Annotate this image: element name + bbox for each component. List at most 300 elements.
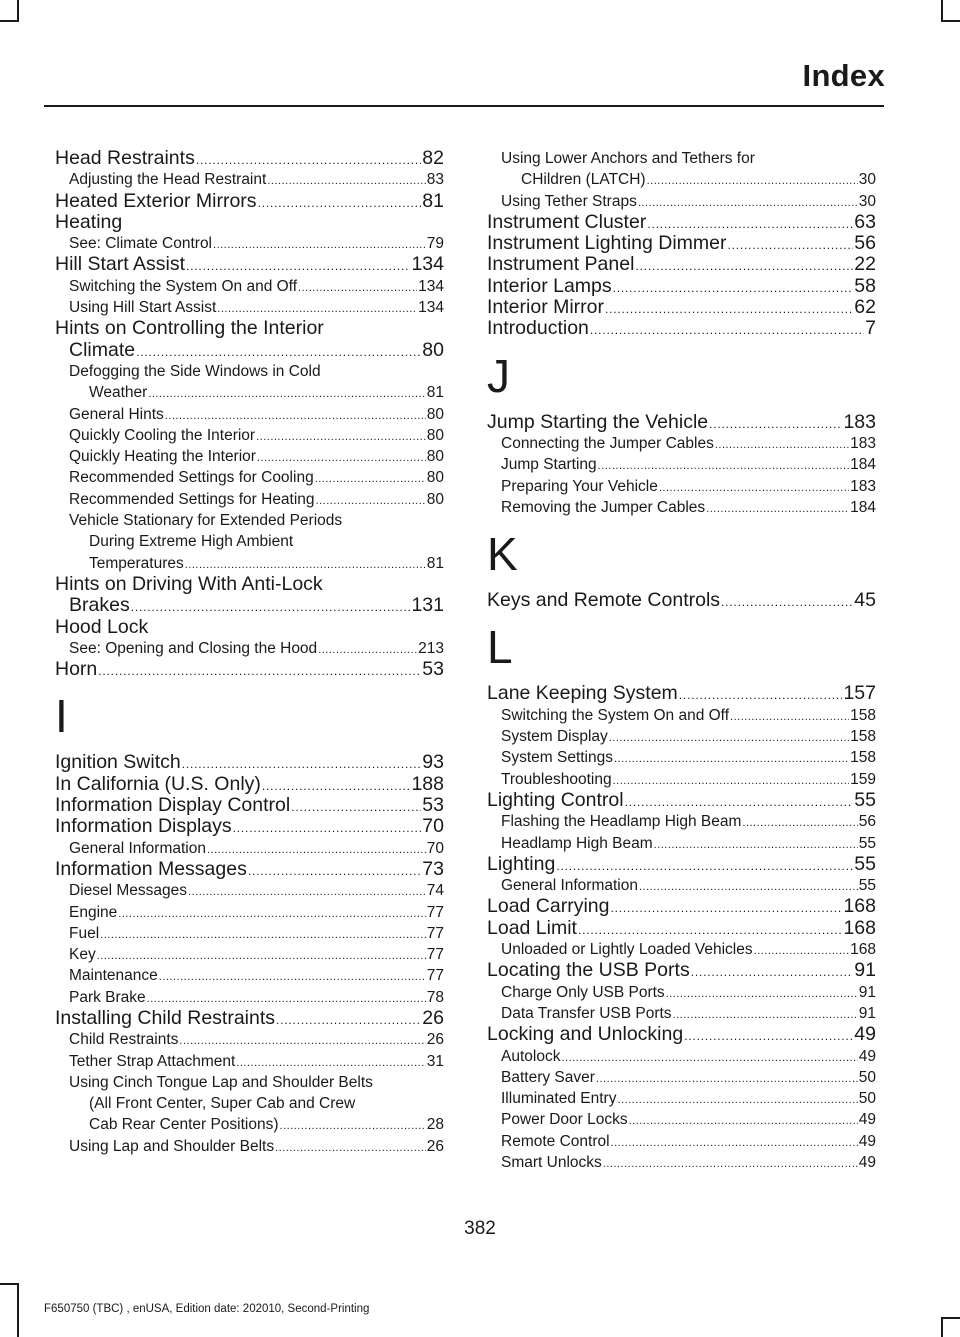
entry-term: Data Transfer USB Ports [501, 1004, 672, 1022]
entry-term: Heated Exterior Mirrors [55, 189, 257, 212]
dot-leader [118, 909, 425, 920]
index-entry[interactable] [487, 896, 876, 917]
entry-term: Using Tether Straps [501, 192, 637, 210]
index-entry[interactable] [55, 1029, 444, 1050]
entry-page-number: 26 [422, 1006, 444, 1029]
dot-leader [179, 1036, 425, 1047]
index-entry[interactable] [55, 774, 444, 795]
index-entry[interactable] [487, 476, 876, 497]
entry-page-number: 183 [850, 477, 876, 495]
entry-term: Load Carrying [487, 895, 610, 918]
dot-leader [679, 689, 843, 701]
index-entry[interactable] [55, 944, 444, 965]
index-entry[interactable] [487, 854, 876, 875]
entry-term: Unloaded or Lightly Loaded Vehicles [501, 941, 753, 959]
entry-page-number: 188 [411, 772, 444, 795]
crop-mark-top-right-vertical [941, 0, 943, 20]
dot-leader [275, 1143, 426, 1154]
index-entry[interactable] [487, 1024, 876, 1045]
dot-leader [147, 994, 426, 1005]
index-entry[interactable] [487, 233, 876, 254]
dot-leader [131, 601, 411, 613]
entry-term: General Information [501, 877, 638, 895]
entry-page-number: 183 [850, 434, 876, 452]
dot-leader [647, 218, 853, 230]
index-entry[interactable] [487, 1088, 876, 1109]
index-entry[interactable] [55, 859, 444, 880]
entry-page-number: 80 [426, 426, 444, 444]
entry-term: See: Opening and Closing the Hood [69, 639, 318, 657]
index-entry[interactable] [487, 705, 876, 726]
index-entry[interactable] [487, 1003, 876, 1024]
entry-term: Temperatures [89, 554, 184, 572]
index-entry[interactable] [55, 254, 444, 275]
entry-term: Diesel Messages [69, 882, 188, 900]
dot-leader [654, 840, 858, 851]
entry-page-number: 53 [422, 794, 444, 817]
entry-page-number: 58 [854, 274, 876, 297]
entry-term: Remote Control [501, 1132, 610, 1150]
entry-page-number: 77 [426, 967, 444, 985]
index-entry[interactable] [487, 433, 876, 454]
dot-leader [148, 389, 425, 400]
dot-leader [659, 483, 849, 494]
index-entry[interactable] [55, 965, 444, 986]
entry-term: Introduction [487, 317, 589, 340]
entry-term: System Display [501, 728, 608, 746]
index-entry[interactable] [55, 659, 444, 680]
entry-term: Jump Starting the Vehicle [487, 410, 709, 433]
entry-term: Preparing Your Vehicle [501, 477, 658, 495]
entry-page-number: 30 [858, 192, 876, 210]
index-entry[interactable] [55, 382, 444, 403]
entry-page-number: 134 [418, 299, 444, 317]
entry-term: Park Brake [69, 988, 146, 1006]
page-title: Index [802, 58, 885, 93]
entry-term: Troubleshooting [501, 770, 612, 788]
dot-leader [715, 440, 849, 451]
entry-page-number: 49 [858, 1111, 876, 1129]
dot-leader [596, 1074, 858, 1085]
index-entry[interactable] [487, 960, 876, 981]
dot-leader [605, 303, 853, 315]
dot-leader [684, 1030, 853, 1042]
index-entry[interactable] [487, 939, 876, 960]
dot-leader [248, 865, 421, 877]
entry-term: Installing Child Restraints [55, 1006, 276, 1029]
index-heading [55, 212, 444, 233]
entry-term: Interior Mirror [487, 296, 605, 319]
entry-term: Engine [69, 903, 118, 921]
entry-page-number: 49 [854, 1023, 876, 1046]
index-entry[interactable] [487, 212, 876, 233]
index-column-right [487, 148, 876, 1173]
entry-page-number: 81 [422, 189, 444, 212]
dot-leader [742, 818, 857, 829]
dot-leader [611, 1138, 858, 1149]
index-entry[interactable] [55, 446, 444, 467]
dot-leader [318, 645, 417, 656]
index-entry[interactable] [55, 1114, 444, 1135]
dot-leader [638, 198, 858, 209]
section-letter: L [487, 621, 513, 674]
entry-page-number: 82 [422, 147, 444, 169]
entry-term: Instrument Lighting Dimmer [487, 232, 727, 255]
index-entry[interactable] [55, 233, 444, 254]
entry-term: Heating [55, 210, 123, 233]
entry-term: Illuminated Entry [501, 1090, 617, 1108]
crop-mark-top-left-vertical [17, 0, 19, 20]
crop-mark-bottom-right-horizontal [941, 1317, 960, 1319]
dot-leader [614, 754, 849, 765]
dot-leader [728, 239, 854, 251]
index-entry[interactable] [487, 191, 876, 212]
entry-page-number: 53 [422, 658, 444, 681]
index-entry[interactable] [55, 1008, 444, 1029]
entry-page-number: 168 [843, 916, 876, 939]
entry-page-number: 83 [426, 171, 444, 189]
entry-term: Using Lower Anchors and Tethers for [501, 150, 755, 167]
index-entry[interactable] [487, 833, 876, 854]
index-entry[interactable] [487, 297, 876, 318]
index-entry[interactable] [55, 404, 444, 425]
dot-leader [100, 930, 426, 941]
dot-leader [610, 902, 842, 914]
index-entry[interactable] [487, 1046, 876, 1067]
entry-page-number: 80 [426, 469, 444, 487]
entry-page-number: 55 [854, 852, 876, 875]
entry-page-number: 31 [426, 1052, 444, 1070]
entry-term: Locating the USB Ports [487, 959, 690, 982]
entry-page-number: 80 [426, 490, 444, 508]
entry-page-number: 157 [843, 682, 876, 705]
section-letter: I [55, 690, 68, 743]
entry-term: Headlamp High Beam [501, 834, 653, 852]
entry-page-number: 158 [850, 706, 876, 724]
index-entry[interactable] [487, 254, 876, 275]
dot-leader [609, 733, 849, 744]
dot-leader [629, 1116, 858, 1127]
dot-leader [625, 796, 854, 808]
entry-term: Information Displays [55, 815, 232, 838]
index-entry[interactable] [55, 595, 444, 616]
index-entry[interactable] [487, 726, 876, 747]
crop-mark-bottom-left-horizontal [0, 1283, 19, 1285]
dot-leader [182, 758, 422, 770]
entry-term: Cab Rear Center Positions) [89, 1116, 279, 1134]
entry-term: Smart Unlocks [501, 1153, 602, 1171]
entry-page-number: 56 [854, 232, 876, 255]
entry-page-number: 22 [854, 253, 876, 276]
index-entry[interactable] [487, 1152, 876, 1173]
dot-leader [673, 1010, 858, 1021]
index-heading [55, 510, 444, 531]
entry-page-number: 49 [858, 1153, 876, 1171]
index-entry[interactable] [55, 752, 444, 773]
entry-term: Information Messages [55, 857, 247, 880]
dot-leader [666, 989, 858, 1000]
entry-term: Maintenance [69, 967, 158, 985]
index-entry[interactable] [487, 412, 876, 433]
index-entry[interactable] [487, 683, 876, 704]
index-heading [55, 1093, 444, 1114]
entry-page-number: 77 [426, 903, 444, 921]
entry-page-number: 74 [426, 882, 444, 900]
index-entry[interactable] [55, 1051, 444, 1072]
index-column-left [55, 148, 444, 1157]
index-entry[interactable] [487, 811, 876, 832]
entry-term: Charge Only USB Ports [501, 983, 665, 1001]
entry-term: Using Lap and Shoulder Belts [69, 1137, 275, 1155]
index-entry[interactable] [487, 790, 876, 811]
dot-leader [647, 176, 858, 187]
entry-term: Instrument Cluster [487, 210, 647, 233]
dot-leader [691, 966, 854, 978]
entry-page-number: 134 [411, 253, 444, 276]
index-entry[interactable] [55, 838, 444, 859]
index-entry[interactable] [487, 1131, 876, 1152]
dot-leader [217, 304, 417, 315]
entry-page-number: 55 [854, 788, 876, 811]
entry-term: Lane Keeping System [487, 682, 678, 705]
index-entry[interactable] [55, 340, 444, 361]
entry-page-number: 81 [426, 554, 444, 572]
dot-leader [262, 780, 411, 792]
entry-term: Lighting [487, 852, 556, 875]
dot-leader [256, 432, 426, 443]
dot-leader [159, 972, 426, 983]
index-entry[interactable] [487, 590, 876, 611]
dot-leader [196, 154, 421, 166]
index-entry[interactable] [487, 1109, 876, 1130]
dot-leader [185, 560, 426, 571]
entry-term: Adjusting the Head Restraint [69, 171, 267, 189]
dot-leader [213, 240, 426, 251]
index-entry[interactable] [55, 467, 444, 488]
entry-page-number: 63 [854, 210, 876, 233]
entry-page-number: 26 [426, 1137, 444, 1155]
entry-term: Locking and Unlocking [487, 1023, 684, 1046]
entry-page-number: 80 [426, 448, 444, 466]
dot-leader [315, 474, 426, 485]
dot-leader [258, 197, 422, 209]
section-letter: J [487, 349, 510, 402]
entry-term: Connecting the Jumper Cables [501, 434, 714, 452]
entry-term: Keys and Remote Controls [487, 589, 721, 612]
index-entry[interactable] [487, 454, 876, 475]
index-entry[interactable] [487, 982, 876, 1003]
page-number: 382 [464, 1218, 496, 1239]
entry-term: CHildren (LATCH) [521, 171, 646, 189]
section-letter: K [487, 528, 518, 581]
dot-leader [578, 924, 842, 936]
entry-term: (All Front Center, Super Cab and Crew [89, 1095, 356, 1113]
entry-term: Switching the System On and Off [69, 277, 298, 295]
index-heading [55, 1072, 444, 1093]
dot-leader [709, 418, 842, 430]
dot-leader [298, 283, 417, 294]
dot-leader [136, 346, 421, 358]
entry-page-number: 55 [858, 877, 876, 895]
entry-term: Ignition Switch [55, 751, 181, 774]
crop-mark-top-left-horizontal [0, 20, 19, 22]
entry-page-number: 7 [865, 317, 876, 340]
index-heading [55, 318, 444, 339]
index-entry[interactable] [55, 795, 444, 816]
index-entry[interactable] [55, 276, 444, 297]
entry-page-number: 45 [854, 589, 876, 612]
entry-term: Lighting Control [487, 788, 624, 811]
index-entry[interactable] [487, 769, 876, 790]
index-entry[interactable] [487, 918, 876, 939]
entry-page-number: 70 [422, 815, 444, 838]
entry-page-number: 183 [843, 410, 876, 433]
index-entry[interactable] [55, 191, 444, 212]
dot-leader [257, 453, 426, 464]
index-entry[interactable] [55, 880, 444, 901]
entry-page-number: 93 [422, 751, 444, 774]
index-entry[interactable] [55, 902, 444, 923]
crop-mark-bottom-right-vertical [941, 1317, 943, 1337]
dot-leader [97, 951, 426, 962]
dot-leader [267, 176, 425, 187]
entry-page-number: 168 [850, 941, 876, 959]
index-entry[interactable] [55, 489, 444, 510]
index-heading [55, 531, 444, 552]
entry-page-number: 91 [858, 1004, 876, 1022]
entry-term: Vehicle Stationary for Extended Periods [69, 512, 343, 530]
entry-term: Battery Saver [501, 1068, 595, 1086]
dot-leader [639, 882, 858, 893]
entry-page-number: 50 [858, 1090, 876, 1108]
entry-term: Hill Start Assist [55, 253, 186, 276]
entry-term: Using Hill Start Assist [69, 299, 217, 317]
crop-mark-bottom-left-vertical [17, 1283, 19, 1337]
entry-term: Head Restraints [55, 147, 195, 169]
entry-page-number: 56 [858, 813, 876, 831]
index-entry[interactable] [55, 816, 444, 837]
entry-page-number: 49 [858, 1047, 876, 1065]
entry-term: Hints on Driving With Anti-Lock [55, 572, 323, 595]
dot-leader [635, 260, 853, 272]
entry-page-number: 91 [858, 983, 876, 1001]
dot-leader [721, 596, 853, 608]
dot-leader [233, 822, 422, 834]
index-entry[interactable] [55, 923, 444, 944]
dot-leader [165, 411, 426, 422]
index-entry[interactable] [487, 747, 876, 768]
index-entry[interactable] [55, 553, 444, 574]
index-heading [487, 148, 876, 169]
dot-leader [561, 1053, 857, 1064]
entry-page-number: 213 [418, 639, 444, 657]
entry-term: Quickly Heating the Interior [69, 448, 256, 466]
entry-term: Jump Starting [501, 456, 597, 474]
index-heading [55, 574, 444, 595]
entry-term: In California (U.S. Only) [55, 772, 261, 795]
index-entry[interactable] [487, 169, 876, 190]
entry-term: Load Limit [487, 916, 577, 939]
index-entry[interactable] [487, 318, 876, 339]
dot-leader [754, 946, 849, 957]
dot-leader [730, 712, 849, 723]
entry-term: General Information [69, 839, 206, 857]
index-entry[interactable] [55, 1136, 444, 1157]
dot-leader [617, 1095, 857, 1106]
dot-leader [98, 665, 421, 677]
index-entry[interactable] [55, 169, 444, 190]
dot-leader [613, 282, 854, 294]
index-heading [55, 361, 444, 382]
entry-page-number: 79 [426, 235, 444, 253]
entry-page-number: 81 [426, 384, 444, 402]
entry-page-number: 26 [426, 1031, 444, 1049]
entry-page-number: 134 [418, 277, 444, 295]
dot-leader [706, 504, 849, 515]
index-entry[interactable] [55, 425, 444, 446]
entry-page-number: 159 [850, 770, 876, 788]
entry-term: Instrument Panel [487, 253, 635, 276]
entry-page-number: 78 [426, 988, 444, 1006]
index-entry[interactable] [487, 875, 876, 896]
index-entry[interactable] [55, 987, 444, 1008]
entry-page-number: 62 [854, 296, 876, 319]
index-entry[interactable] [487, 276, 876, 297]
entry-page-number: 80 [422, 338, 444, 361]
entry-term: Hints on Controlling the Interior [55, 317, 324, 340]
entry-term: Quickly Cooling the Interior [69, 426, 256, 444]
index-entry[interactable] [55, 638, 444, 659]
index-entry[interactable] [55, 148, 444, 169]
entry-term: Autolock [501, 1047, 561, 1065]
dot-leader [186, 260, 410, 272]
entry-page-number: 80 [426, 405, 444, 423]
entry-page-number: 49 [858, 1132, 876, 1150]
entry-page-number: 50 [858, 1068, 876, 1086]
entry-page-number: 30 [858, 171, 876, 189]
crop-mark-top-right-horizontal [941, 20, 960, 22]
title-divider [44, 105, 884, 107]
entry-term: Recommended Settings for Cooling [69, 469, 314, 487]
entry-term: Recommended Settings for Heating [69, 490, 315, 508]
dot-leader [316, 496, 426, 507]
dot-leader [598, 461, 849, 472]
entry-page-number: 158 [850, 749, 876, 767]
dot-leader [556, 860, 853, 872]
index-entry[interactable] [487, 497, 876, 518]
entry-term: Removing the Jumper Cables [501, 498, 706, 516]
entry-page-number: 158 [850, 728, 876, 746]
entry-term: Information Display Control [55, 794, 291, 817]
entry-term: During Extreme High Ambient [89, 533, 294, 551]
dot-leader [207, 845, 426, 856]
entry-term: System Settings [501, 749, 613, 767]
entry-page-number: 55 [858, 834, 876, 852]
entry-term: Child Restraints [69, 1031, 179, 1049]
index-entry[interactable] [55, 297, 444, 318]
entry-page-number: 168 [843, 895, 876, 918]
entry-term: Key [69, 946, 96, 964]
entry-page-number: 70 [426, 839, 444, 857]
entry-term: Defogging the Side Windows in Cold [69, 362, 321, 380]
dot-leader [590, 324, 864, 336]
entry-term: Tether Strap Attachment [69, 1052, 236, 1070]
index-entry[interactable] [487, 1067, 876, 1088]
entry-term: Weather [89, 384, 148, 402]
entry-term: Brakes [69, 594, 130, 617]
dot-leader [276, 1014, 421, 1026]
dot-leader [236, 1058, 425, 1069]
